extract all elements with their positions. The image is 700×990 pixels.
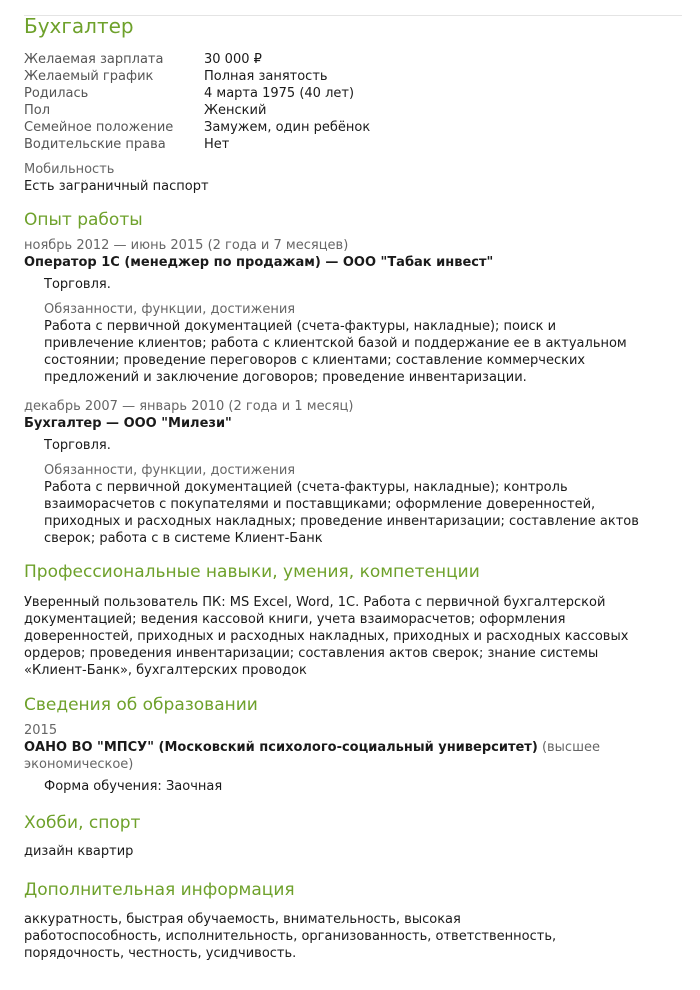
- education-form: [24, 778, 684, 795]
- personal-row: [24, 51, 684, 68]
- skills-text: Уверенный пользователь ПК: MS Excel, Word, 1C. Работа с первичной бухгалтерской документацией; ведения кассовой книги, учета взаиморасчетов; оформления доверенностей, приходных и расходных накладных, приходных и расходных кассовых ордеров; проведения инвентаризации; составления актов сверок; знание системы «Клиент-Банк», бухгалтерских проводок: [24, 595, 629, 678]
- personal-row: [24, 68, 684, 85]
- job-duties-label: Обязанности, функции, достижения: [44, 463, 296, 478]
- job-industry: Торговля.: [44, 277, 111, 292]
- personal-label: Семейное положение: [24, 120, 174, 135]
- job-period: декабрь 2007 — январь 2010 (2 года и 1 месяц): [24, 399, 354, 414]
- resume-page: [24, 12, 684, 962]
- mobility: [24, 161, 684, 195]
- personal-row: [24, 136, 684, 153]
- personal-label: Желаемая зарплата: [24, 52, 164, 67]
- hobby-text: дизайн квартир: [24, 844, 134, 859]
- personal-value: 4 марта 1975 (40 лет): [204, 86, 355, 101]
- education-form-label: Форма обучения:: [44, 779, 162, 794]
- job-position: Оператор 1С (менеджер по продажам) — ООО "Табак инвест": [24, 255, 494, 270]
- job-duties: Работа с первичной документацией (счета-фактуры, накладные); контроль взаиморасчетов с покупателями и поставщиками; оформление доверенностей, приходных и расходных накладных; проведение инвентаризации; составление актов сверок; работа с в системе Клиент-Банк: [44, 480, 639, 546]
- personal-label: Желаемый график: [24, 69, 154, 84]
- education-degree: (высшее экономическое): [24, 740, 600, 772]
- additional-text: аккуратность, быстрая обучаемость, внимательность, высокая работоспособность, исполнительность, организованность, ответственность, порядочность, честность, усидчивость.: [24, 912, 557, 961]
- personal-label: Водительские права: [24, 137, 166, 152]
- education-heading: Сведения об образовании: [24, 695, 258, 715]
- personal-info: [24, 51, 684, 153]
- resume-title: Бухгалтер: [24, 14, 134, 38]
- personal-value: Замужем, один ребёнок: [204, 120, 371, 135]
- job-duties-label: Обязанности, функции, достижения: [44, 302, 296, 317]
- personal-value: Полная занятость: [204, 69, 328, 84]
- education-institution-line: [24, 739, 624, 773]
- personal-value: Нет: [204, 137, 230, 152]
- education-form-value: Заочная: [165, 779, 223, 794]
- personal-value: Женский: [204, 103, 267, 118]
- education-entry: [24, 722, 684, 795]
- job-industry: Торговля.: [44, 438, 111, 453]
- personal-value: 30 000 ₽: [204, 52, 262, 67]
- job-entry: [24, 398, 684, 547]
- job-period: ноябрь 2012 — июнь 2015 (2 года и 7 месяцев): [24, 238, 349, 253]
- skills-heading: Профессиональные навыки, умения, компетенции: [24, 562, 480, 582]
- hobby-heading: Хобби, спорт: [24, 813, 141, 833]
- education-year: 2015: [24, 723, 58, 738]
- job-position: Бухгалтер — ООО "Милези": [24, 416, 232, 431]
- mobility-value: Есть заграничный паспорт: [24, 179, 209, 194]
- personal-label: Родилась: [24, 86, 89, 101]
- personal-row: [24, 119, 684, 136]
- job-entry: [24, 237, 684, 386]
- additional-heading: Дополнительная информация: [24, 880, 295, 900]
- mobility-label: Мобильность: [24, 162, 115, 177]
- experience-heading: Опыт работы: [24, 210, 143, 230]
- education-institution: ОАНО ВО "МПСУ" (Московский психолого-социальный университет): [24, 740, 538, 755]
- job-duties: Работа с первичной документацией (счета-фактуры, накладные); поиск и привлечение клиентов; работа с клиентской базой и поддержание ее в актуальном состоянии; проведение переговоров с клиентами; составление коммерческих предложений и заключение договоров; проведение инвентаризации.: [44, 319, 627, 385]
- personal-label: Пол: [24, 103, 51, 118]
- personal-row: [24, 102, 684, 119]
- personal-row: [24, 85, 684, 102]
